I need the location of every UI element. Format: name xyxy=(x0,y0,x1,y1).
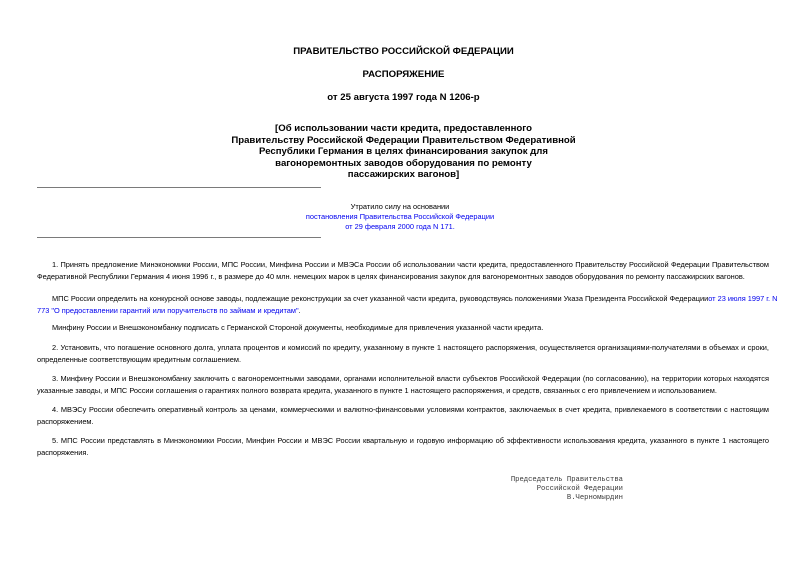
paragraph-2 xyxy=(37,342,769,365)
paragraph-line: распоряжения. xyxy=(37,447,89,457)
paragraph-minfin-documents xyxy=(37,322,769,334)
paragraph-line: 3. Минфину России и Внешэкономбанку заключить с вагоноремонтными заводами, органами исполнительной власти субъектов Российской Федерации (по согласованию), на территории которых находятся xyxy=(52,374,769,383)
signature-position: Председатель Правительства xyxy=(510,476,623,484)
paragraph-text: . xyxy=(298,305,301,315)
repeal-decree-link[interactable]: постановления Правительства Российской Федерации xyxy=(305,212,495,221)
paragraph-5 xyxy=(37,435,769,458)
paragraph-line: Минфину России и Внешэкономбанку подписать с Германской Стороной документы, необходимые для привлечения указанной части кредита. xyxy=(52,323,544,332)
paragraph-line: 5. МПС России представлять в Минэкономики России, Минфин России и МВЭС России квартальную и годовую информацию об эффективности использования кредита, указанного в пункте 1 настоящего xyxy=(52,436,769,445)
presidential-decree-link[interactable]: от 23 июля 1997 г. N xyxy=(708,294,778,303)
separator-line-bottom xyxy=(37,237,321,238)
title-line: Правительству Российской Федерации Правительством Федеративной xyxy=(231,134,576,146)
paragraph-line: 2. Установить, что погашение основного долга, уплата процентов и комиссий по кредиту, указанному в пункте 1 настоящего распоряжения, осуществляется организациями-получателями в объемах и сроки, xyxy=(52,343,769,352)
paragraph-1 xyxy=(37,259,769,282)
paragraph-text: МПС России определить на конкурсной основе заводы, подлежащие реконструкции за счет указанной части кредита, руководствуясь положениями Указа Президента Российской Федерации xyxy=(52,294,709,303)
signature-country: Российской Федерации xyxy=(536,485,623,493)
document-type-heading: РАСПОРЯЖЕНИЕ xyxy=(362,69,445,80)
title-line: Республики Германия в целях финансирования закупок для xyxy=(259,146,548,158)
paragraph-3 xyxy=(37,373,769,396)
document-title xyxy=(0,123,807,181)
repeal-note-text: Утратило силу на основании xyxy=(350,202,450,211)
paragraph-line xyxy=(37,305,769,317)
paragraph-line xyxy=(37,293,778,305)
presidential-decree-title-link[interactable]: 773 "О предоставлении гарантий или поручительств по займам и кредитам" xyxy=(37,305,299,315)
title-line: [Об использовании части кредита, предоставленного xyxy=(275,123,532,134)
paragraph-line: 1. Принять предложение Минэкономики России, МПС России, Минфина России и МВЭСа России об использовании части кредита, предоставленного Правительству Российской Федерации Правительством xyxy=(52,260,769,269)
separator-line-top xyxy=(37,187,321,188)
title-line: вагоноремонтных заводов оборудования по ремонту xyxy=(275,157,532,169)
government-heading: ПРАВИТЕЛЬСТВО РОССИЙСКОЙ ФЕДЕРАЦИИ xyxy=(293,46,514,57)
paragraph-line: распоряжением. xyxy=(37,416,94,426)
repeal-decree-date-link[interactable]: от 29 февраля 2000 года N 171. xyxy=(345,222,455,231)
paragraph-line: определенные соответствующим кредитным соглашением. xyxy=(37,354,242,364)
paragraph-line: 4. МВЭСу России обеспечить оперативный контроль за ценами, коммерческими и валютно-финансовыми условиями контрактов, заключаемых в счет кредита, привлекаемого в соответствии с настоящим xyxy=(52,405,769,414)
paragraph-mps-selection xyxy=(37,293,778,316)
paragraph-line: указанные заводы, и МПС России соглашения о гарантиях полного возврата кредита, указанного в пункте 1 настоящего распоряжения, и средств, связанных с его привлечением и использованием. xyxy=(37,385,717,395)
document-date-number: от 25 августа 1997 года N 1206-р xyxy=(327,92,480,103)
title-line: пассажирских вагонов] xyxy=(347,169,460,181)
paragraph-4 xyxy=(37,404,769,427)
paragraph-line: Федеративной Республики Германия 4 июня 1996 г., в размере до 40 млн. немецких марок в целях финансирования закупок для вагоноремонтных заводов оборудования по ремонту пассажирских вагонов. xyxy=(37,271,745,281)
signature-name: В.Черномырдин xyxy=(566,494,623,502)
